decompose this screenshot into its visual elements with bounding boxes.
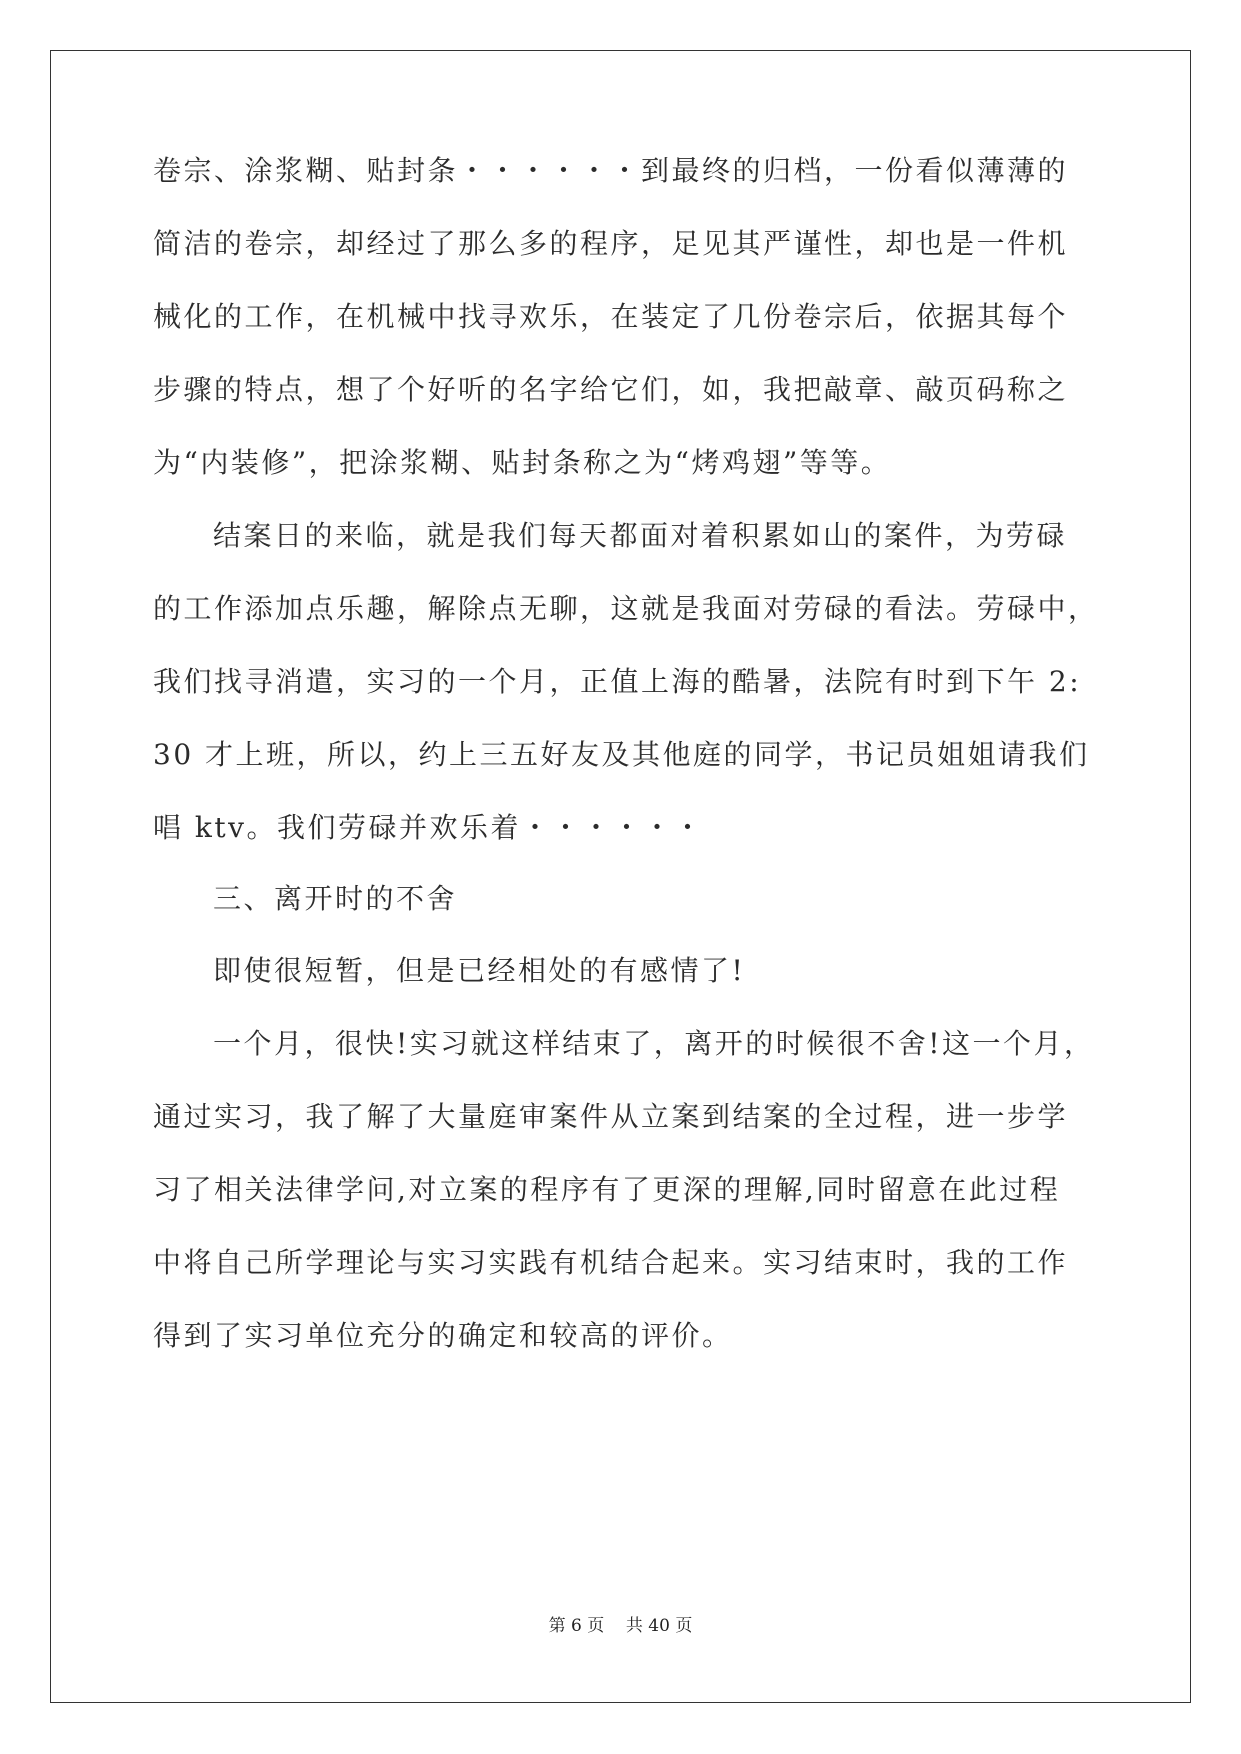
page-border: [50, 50, 1191, 1703]
text-line: 步骤的特点，想了个好听的名字给它们，如，我把敲章、敲页码称之: [153, 373, 1069, 406]
paragraph-start-line: 一个月，很快!实习就这样结束了，离开的时候很不舍!这一个月，: [213, 1027, 1095, 1060]
text-line: 卷宗、涂浆糊、贴封条・・・・・・到最终的归档，一份看似薄薄的: [153, 154, 1069, 187]
text-line: 唱 ktv。我们劳碌并欢乐着・・・・・・: [153, 811, 704, 844]
text-line: 得到了实习单位充分的确定和较高的评价。: [153, 1319, 733, 1352]
section-heading: 三、离开时的不舍: [213, 882, 458, 915]
paragraph-start-line: 即使很短暂，但是已经相处的有感情了!: [213, 954, 746, 987]
text-line: 简洁的卷宗，却经过了那么多的程序，足见其严谨性，却也是一件机: [153, 227, 1069, 260]
text-line: 通过实习，我了解了大量庭审案件从立案到结案的全过程，进一步学: [153, 1100, 1069, 1133]
text-line: 为“内装修”，把涂浆糊、贴封条称之为“烤鸡翅”等等。: [153, 446, 892, 479]
text-line: 械化的工作，在机械中找寻欢乐，在装定了几份卷宗后，依据其每个: [153, 300, 1069, 333]
text-line: 中将自己所学理论与实习实践有机结合起来。实习结束时，我的工作: [153, 1246, 1069, 1279]
text-line: 30 才上班，所以，约上三五好友及其他庭的同学，书记员姐姐请我们: [153, 738, 1090, 771]
text-line: 我们找寻消遣，实习的一个月，正值上海的酷暑，法院有时到下午 2:: [153, 665, 1082, 698]
text-line: 习了相关法律学问,对立案的程序有了更深的理解,同时留意在此过程: [153, 1173, 1061, 1206]
text-line: 的工作添加点乐趣，解除点无聊，这就是我面对劳碌的看法。劳碌中，: [153, 592, 1099, 625]
page-number-footer: 第 6 页 共 40 页: [548, 1616, 693, 1636]
paragraph-start-line: 结案日的来临，就是我们每天都面对着积累如山的案件，为劳碌: [213, 519, 1068, 552]
